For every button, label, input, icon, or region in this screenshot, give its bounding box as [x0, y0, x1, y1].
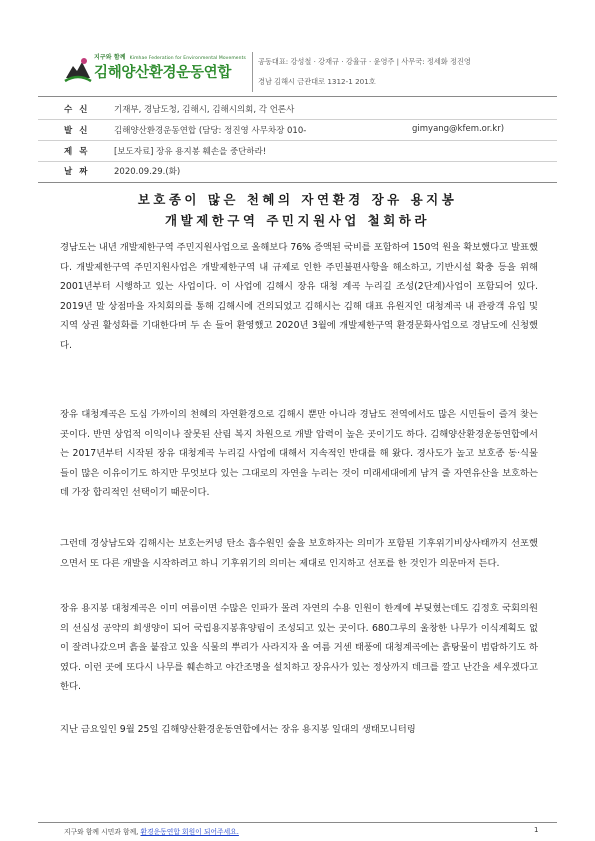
subject-value: [보도자료] 장유 용지봉 훼손을 중단하라!: [114, 147, 267, 157]
header-rule: [38, 96, 557, 97]
logo-wordmark: 김해양산환경운동연합: [94, 65, 232, 81]
body-paragraph-1: 경남도는 내년 개발제한구역 주민지원사업으로 올해보다 76% 증액된 국비를 포함하여 150억 원을 확보했다고 발표했다. 개발제한구역 주민지원사업은 개발제한구역 내 규제로 인한 주민불편사항을 해소하고, 기반시설 확충 등을 위해 2001년부터 시행하고 있는 사업이다. 이 사업에 김해시 장유 대청 계곡 누리길 조성(2단계)사업이 포함되어 있다. 2019년 말 상점마을 자치회의를 통해 김해시에 건의되었고 김해시는 김해 대표 유원지인 대청계곡 내 관광객 유입 및 지역 상권 활성화를 기대한다며 두 손 들어 환영했고 2020년 3월에 개발제한구역 환경문화사업으로 경남도에 신청했다.: [60, 242, 539, 351]
info-bottom-rule: [38, 182, 557, 183]
info-separator: [38, 119, 557, 120]
body-paragraph-4: 장유 용지봉 대청계곡은 이미 여름이면 수많은 인파가 몰려 자연의 수용 인원이 한계에 부딪혔는데도 김정호 국회의원의 선심성 공약의 희생양이 되어 국립용지봉휴양림이 조성되고 있는 곳이다. 680그루의 울창한 나무가 이식계획도 없이 잘려나갔으며 흙을 붙잡고 있을 식물의 뿌리가 사라지자 올 여름 거센 태풍에 대청계곡에는 흙탕물이 범람하기도 하였다. 이런 곳에 또다시 나무를 훼손하고 야간조명을 설치하고 장유사가 있는 정상까지 데크를 깔고 난간을 세우겠다고 한다.: [60, 603, 538, 693]
date-value: 2020.09.29.(화): [114, 167, 181, 177]
date-label: 날짜: [64, 167, 95, 177]
to-value: 기재부, 경남도청, 김해시, 김해시의회, 각 언론사: [114, 105, 295, 115]
logo-tagline: [94, 52, 246, 61]
from-value: 김해양산환경운동연합 (담당: 정진영 사무차장 010-: [114, 126, 307, 136]
body-paragraph-2: 장유 대청계곡은 도심 가까이의 천혜의 자연환경으로 김해시 뿐만 아니라 경남도 전역에서도 많은 시민들이 즐겨 찾는 곳이다. 반면 상업적 이익이나 잘못된 산림 복지 차원으로 개발 압력이 높은 곳이기도 하다. 김해양산환경운동연합에서는 2017년부터 시작된 장유 대청계곡 누리길 사업에 대해서 지속적인 반대를 해 왔다. 경사도가 높고 보호종 동·식물들이 많은 이유이기도 하지만 무엇보다 있는 그대로의 자연을 누리는 것이 미래세대에게 남겨 줄 자연유산을 보호하는데 가장 합리적인 선택이기 때문이다.: [60, 409, 538, 499]
headline-line-1: 보호종이 많은 천혜의 자연환경 장유 용지봉: [137, 192, 458, 207]
info-separator: [38, 161, 557, 162]
body-paragraph-3: 그런데 경상남도와 김해시는 보호는커녕 탄소 흡수원인 숲을 보호하자는 의미가 포함된 기후위기비상사태까지 선포했으면서 또 다른 개발을 시작하려고 하니 기후위기의 의미는 제대로 인지하고 선포를 한 것인가 의문마저 든다.: [60, 538, 538, 569]
header-representatives: 공동대표: 강성철 · 강재규 · 강율규 · 윤영주 | 사무국: 정세화 정진영: [258, 57, 471, 66]
mountain-logo-icon: [64, 54, 92, 84]
from-label: 발신: [64, 126, 95, 136]
page-number: 1: [534, 826, 539, 834]
contact-email: gimyang@kfem.or.kr): [412, 124, 505, 134]
membership-link[interactable]: 환경운동연합 회원이 되어주세요.: [140, 828, 239, 836]
header-divider: [252, 52, 253, 92]
header-address: 경남 김해시 금관대로 1312-1 201호: [258, 77, 376, 86]
org-logo: [64, 50, 252, 90]
logo-tagline-en: Kimhae Federation for Environmental Movements: [129, 56, 246, 61]
headline-line-2: 개발제한구역 주민지원사업 철회하라: [165, 213, 430, 228]
body-paragraph-5: 지난 금요일인 9월 25일 김해양산환경운동연합에서는 장유 용지봉 일대의 생태모니터링: [60, 724, 416, 735]
footer-rule: [38, 822, 557, 823]
subject-label: 제목: [64, 147, 95, 157]
info-separator: [38, 140, 557, 141]
footer-text: 지구와 함께 시민과 함께,: [64, 828, 139, 836]
to-label: 수신: [64, 105, 95, 115]
footer-slogan: [64, 826, 239, 836]
logo-tagline-ko: 지구와 함께: [94, 54, 126, 61]
info-row-date: [64, 165, 554, 183]
